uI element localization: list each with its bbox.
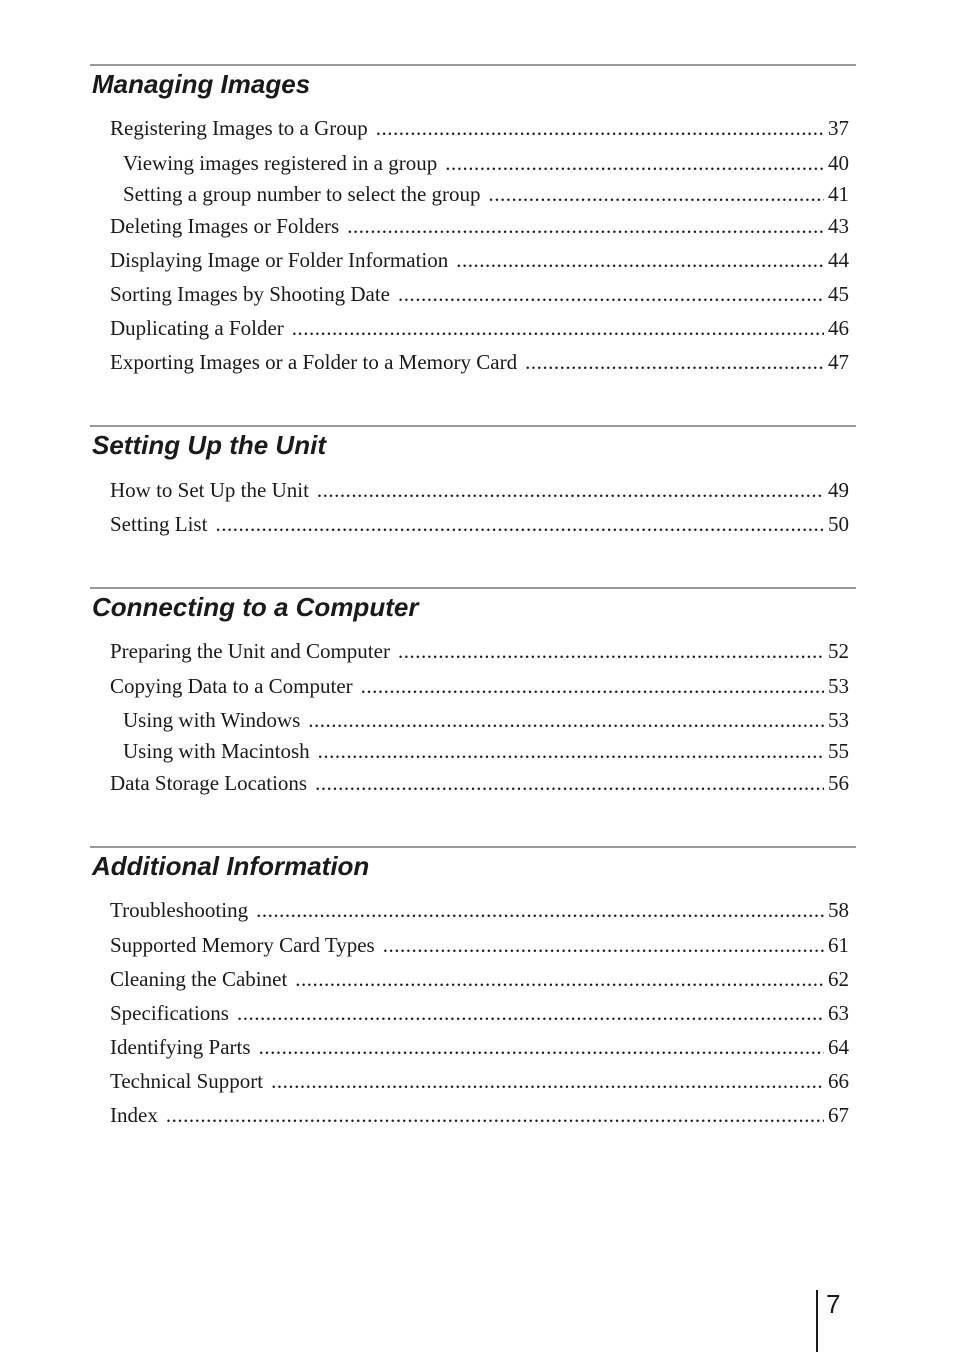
toc-entry-title: Duplicating a Folder [110, 316, 284, 340]
leader-dots [456, 246, 824, 274]
toc-entry[interactable] [110, 931, 849, 959]
leader-dots [317, 476, 824, 504]
leader-dots [347, 212, 824, 240]
toc-entry-title: Using with Macintosh [123, 739, 310, 763]
toc-entry-title: How to Set Up the Unit [110, 478, 309, 502]
page-footer [816, 1290, 856, 1352]
toc-entry-page: 44 [828, 248, 849, 272]
toc-entry-page: 53 [828, 674, 849, 698]
toc-entry[interactable] [110, 637, 849, 665]
toc-entry-page: 46 [828, 316, 849, 340]
section-heading: Managing Images [92, 69, 311, 99]
toc-entry[interactable] [110, 114, 849, 142]
leader-dots [292, 314, 824, 342]
section-heading: Additional Information [92, 851, 370, 881]
toc-subentry[interactable] [123, 180, 849, 208]
leader-dots [237, 999, 824, 1027]
leader-dots [445, 149, 824, 177]
leader-dots [383, 931, 824, 959]
toc-entry[interactable] [110, 246, 849, 274]
toc-entry-page: 49 [828, 478, 849, 502]
page-number: 7 [826, 1289, 841, 1319]
section-heading: Connecting to a Computer [92, 592, 419, 622]
toc-entry-page: 53 [828, 708, 849, 732]
leader-dots [525, 348, 824, 376]
toc-entry-title: Preparing the Unit and Computer [110, 639, 390, 663]
toc-entry-title: Index [110, 1103, 158, 1127]
leader-dots [166, 1101, 824, 1129]
toc-entry-page: 58 [828, 898, 849, 922]
toc-entry-title: Data Storage Locations [110, 771, 308, 795]
toc-entry[interactable] [110, 212, 849, 240]
toc-entry-title: Sorting Images by Shooting Date [110, 282, 390, 306]
toc-entry[interactable] [110, 1101, 849, 1129]
toc-entry-page: 67 [828, 1103, 849, 1127]
toc-entry-title: Displaying Image or Folder Information [110, 248, 449, 272]
toc-entry[interactable] [110, 476, 849, 504]
toc-entry-page: 64 [828, 1035, 849, 1059]
toc-entry-page: 61 [828, 933, 849, 957]
toc-entry-title: Exporting Images or a Folder to a Memory Card [110, 350, 518, 374]
leader-dots [295, 965, 824, 993]
toc-entry-title: Copying Data to a Computer [110, 674, 353, 698]
toc-entry-page: 52 [828, 639, 849, 663]
leader-dots [256, 896, 824, 924]
toc-entry-title: Deleting Images or Folders [110, 214, 340, 238]
leader-dots [489, 180, 824, 208]
toc-subentry[interactable] [123, 149, 849, 177]
leader-dots [398, 637, 824, 665]
leader-dots [318, 737, 824, 765]
page-number-bar [816, 1290, 818, 1352]
section-rule [90, 425, 856, 427]
toc-entry[interactable] [110, 965, 849, 993]
leader-dots [398, 280, 824, 308]
toc-entry[interactable] [110, 348, 849, 376]
toc-entry-title: Setting a group number to select the group [123, 182, 481, 206]
toc-entry-page: 62 [828, 967, 849, 991]
section-rule [90, 587, 856, 589]
toc-entry-page: 50 [828, 512, 849, 536]
leader-dots [361, 672, 824, 700]
toc-entry-page: 45 [828, 282, 849, 306]
toc-entry-title: Cleaning the Cabinet [110, 967, 288, 991]
toc-entry[interactable] [110, 280, 849, 308]
section-rule [90, 846, 856, 848]
toc-entry-title: Technical Support [110, 1069, 264, 1093]
toc-entry[interactable] [110, 314, 849, 342]
toc-entry-title: Specifications [110, 1001, 229, 1025]
leader-dots [308, 706, 824, 734]
toc-entry[interactable] [110, 1033, 849, 1061]
toc-entry-title: Using with Windows [123, 708, 301, 732]
toc-entry[interactable] [110, 672, 849, 700]
toc-subentry[interactable] [123, 737, 849, 765]
toc-entry-title: Supported Memory Card Types [110, 933, 375, 957]
toc-entry-page: 56 [828, 771, 849, 795]
toc-entry-page: 66 [828, 1069, 849, 1093]
toc-entry-page: 40 [828, 151, 849, 175]
toc-entry[interactable] [110, 999, 849, 1027]
toc-entry[interactable] [110, 1067, 849, 1095]
toc-entry-page: 43 [828, 214, 849, 238]
leader-dots [215, 510, 824, 538]
toc-entry-title: Identifying Parts [110, 1035, 251, 1059]
toc-entry-page: 41 [828, 182, 849, 206]
toc-entry-title: Setting List [110, 512, 208, 536]
toc-entry[interactable] [110, 896, 849, 924]
toc-entry-page: 47 [828, 350, 849, 374]
section-heading: Setting Up the Unit [92, 430, 326, 460]
leader-dots [376, 114, 824, 142]
toc-entry-title: Registering Images to a Group [110, 116, 368, 140]
leader-dots [271, 1067, 824, 1095]
toc-entry-page: 63 [828, 1001, 849, 1025]
leader-dots [259, 1033, 824, 1061]
toc-entry[interactable] [110, 510, 849, 538]
toc-entry-page: 37 [828, 116, 849, 140]
toc-entry-title: Viewing images registered in a group [123, 151, 438, 175]
section-rule [90, 64, 856, 66]
toc-subentry[interactable] [123, 706, 849, 734]
toc-entry[interactable] [110, 769, 849, 797]
toc-entry-title: Troubleshooting [110, 898, 249, 922]
toc-entry-page: 55 [828, 739, 849, 763]
leader-dots [315, 769, 824, 797]
